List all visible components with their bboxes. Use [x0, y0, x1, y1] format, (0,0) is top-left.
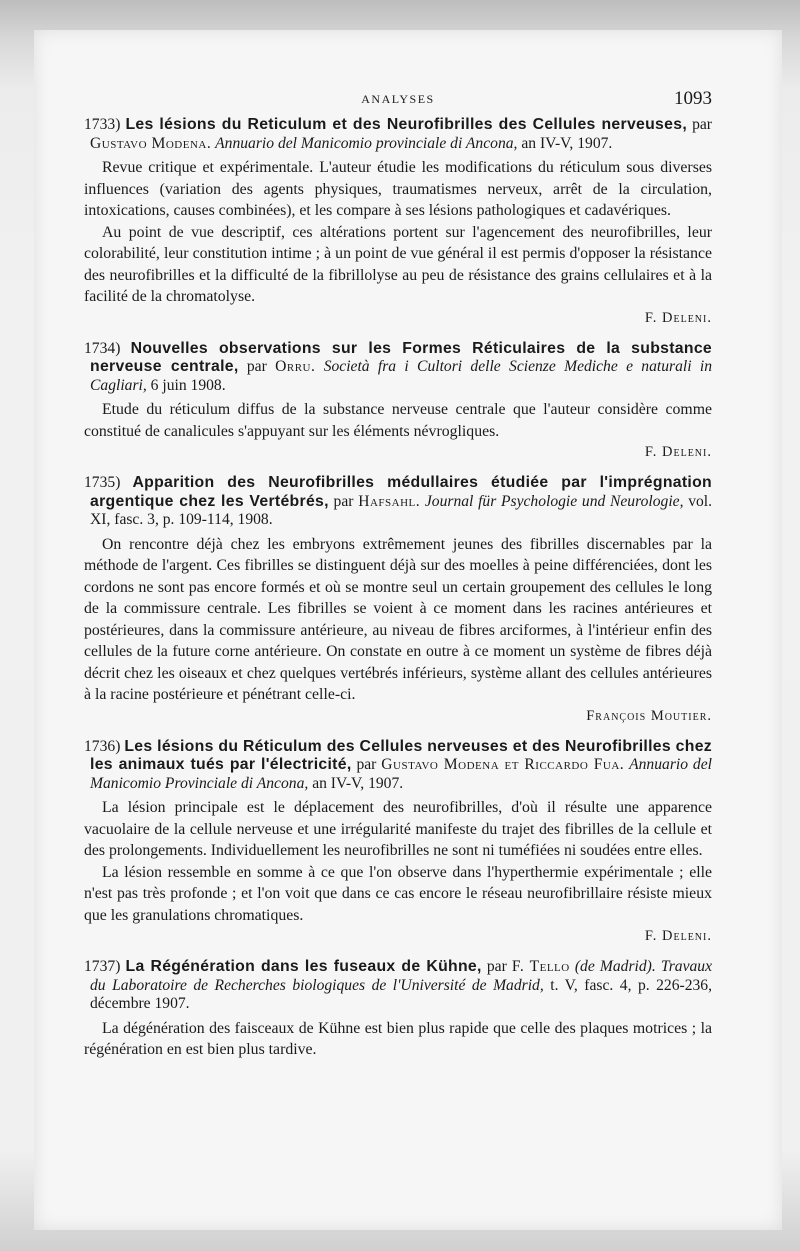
entry-signature: F. Deleni.	[644, 309, 712, 326]
entry-details: an IV-V, 1907.	[312, 774, 404, 792]
entry-1736	[84, 738, 712, 947]
entry-1737	[84, 958, 712, 1061]
entry-number: 1736)	[84, 737, 121, 755]
entry-paragraph: Etude du réticulum diffus de la substance nerveuse centrale que l'auteur considère comme constitué de canalicules s'appuyant sur les éléments névrogliques.	[84, 401, 712, 440]
entry-author: Orru.	[275, 358, 316, 375]
entry-by: par	[333, 492, 354, 510]
entry-paragraph: Au point de vue descriptif, ces altérations portent sur l'agencement des neurofibrilles, leur colorabilité, leur constitution intime ; à un point de vue général il est permis d'opposer la résistance des neurofibrilles et la difficulté de la fibrillolyse au peu de résistance des grains cellulaires et à la facilité de la chromatolyse.	[84, 223, 712, 305]
running-head	[84, 88, 712, 110]
entry-heading	[84, 958, 712, 1014]
page-number: 1093	[674, 88, 712, 109]
entry-number: 1735)	[84, 474, 121, 491]
entry-signature: François Moutier.	[586, 707, 712, 724]
entry-author: Gustavo Modena et Riccardo Fua.	[381, 756, 625, 773]
entry-by: par	[692, 116, 712, 133]
entry-details: vol. XI, fasc. 3, p. 109-114, 1908.	[90, 492, 713, 528]
entry-title: Les lésions du Réticulum des Cellules nerveuses et des Neurofibrilles chez les animaux tués par l'électricité,	[90, 737, 712, 773]
entry-title: La Régénération dans les fuseaux de Kühne,	[125, 958, 482, 975]
entry-details: 6 juin 1908.	[150, 376, 226, 394]
entry-details: t. V, fasc. 4, p. 226-236, décembre 1907.	[90, 976, 712, 1012]
entry-by: par	[486, 958, 507, 975]
entry-title: Nouvelles observations sur les Formes Réticulaires de la substance nerveuse centrale,	[90, 339, 712, 375]
entry-source: Annuario del Manicomio provinciale di Ancona,	[215, 134, 518, 152]
entry-heading	[84, 738, 712, 794]
entry-heading	[84, 116, 712, 153]
entry-heading	[84, 474, 712, 530]
entry-author: Hafsahl.	[358, 492, 421, 510]
entry-paragraph: On rencontre déjà chez les embryons extrêmement jeunes des fibrilles discernables par la méthode de l'argent. Ces fibrilles se distinguent déjà sur des moelles à peine différenciées, dont les cordons ne sont pas encore formés et où se montre seul un certain groupement des cellules le long de la commissure centrale. Les fibrilles se voient à ce moment dans les racines antérieures et postérieures, dans la commissure antérieure, au niveau de fibres arciformes, à l'intérieur enfin des cellules de la future corne antérieure. On constate en outre à ce moment un système de fibres déjà décrit chez les oiseaux et chez quelques vertébrés inférieurs, système allant des cellules antérieures à la racine postérieure et pénétrant celle-ci.	[84, 535, 712, 703]
entry-source: Journal für Psychologie und Neurologie,	[424, 492, 684, 510]
entry-source: (de Madrid). Travaux du Laboratoire de Recherches biologiques de l'Université de Madrid,	[90, 958, 713, 994]
entry-heading	[84, 340, 712, 396]
entry-signature: F. Deleni.	[644, 928, 712, 944]
entry-author: Gustavo Modena.	[90, 134, 212, 152]
entry-title: Apparition des Neurofibrilles médullaires étudiée par l'imprégnation argentique chez les Vertébrés,	[90, 474, 712, 510]
entry-signature: F. Deleni.	[644, 444, 712, 460]
entry-author: F. Tello	[511, 958, 570, 975]
entry-1733	[84, 116, 712, 328]
entry-title: Les lésions du Reticulum et des Neurofibrilles des Cellules nerveuses,	[125, 116, 688, 133]
entry-by: par	[246, 358, 267, 375]
entry-paragraph: La lésion ressemble en somme à ce que l'on observe dans l'hyperthermie expérimentale ; elle n'est pas très profonde ; et l'on voit que dans ce cas encore le réseau neurofibrillaire résiste mieux que les granulations chromatiques.	[84, 863, 712, 924]
running-title: ANALYSES	[361, 92, 435, 106]
entry-details: an IV-V, 1907.	[521, 134, 613, 152]
entry-paragraph: Revue critique et expérimentale. L'auteur étudie les modifications du réticulum sous diverses influences (variation des agents physiques, traumatismes nerveux, arrêt de la circulation, intoxications, causes combinées), et les compare à ses lésions pathologiques et cadavériques.	[84, 159, 712, 219]
entry-number: 1737)	[84, 958, 121, 975]
entry-number: 1733)	[84, 116, 121, 133]
entry-1734	[84, 340, 712, 463]
entry-source: Società fra i Cultori delle Scienze Mediche e naturali in Cagliari,	[90, 358, 713, 394]
entry-1735	[84, 474, 712, 726]
entry-paragraph: La dégénération des faisceaux de Kühne est bien plus rapide que celle des plaques motrices ; la régénération en est bien plus tardive.	[84, 1019, 712, 1058]
entry-paragraph: La lésion principale est le déplacement des neurofibrilles, d'où il résulte une apparence vacuolaire de la cellule nerveuse et une irrégularité manifeste du trajet des fibrilles de la cellule et des prolongements. Individuellement les neurofibrilles ne sont ni tuméfiées ni soudées entre elles.	[84, 799, 712, 859]
page-content	[84, 88, 712, 1073]
entry-number: 1734)	[84, 339, 121, 357]
entry-source: Annuario del Manicomio Provinciale di Ancona,	[90, 756, 712, 792]
entry-by: par	[356, 756, 377, 773]
